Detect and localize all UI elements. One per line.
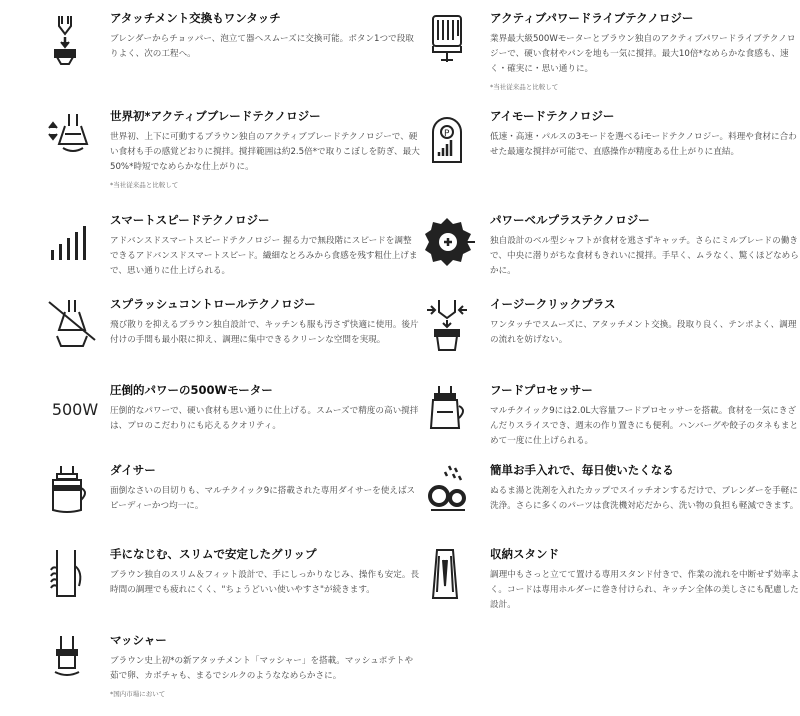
feature-description: 調理中もさっと立てて置ける専用スタンド付きで、作業の流れを中断せず効率よく。コードは専用ホルダーに巻き付けられ、キッチン全体の美しさにも配慮した設計。 bbox=[490, 570, 800, 610]
feature-title: 簡単お手入れで、毎日使いたくなる bbox=[490, 463, 674, 477]
feature-description: ワンタッチでスムーズに、アタッチメント交換。段取り良く、テンポよく、調理の流れを妨げない。 bbox=[490, 320, 797, 345]
speed-bars-icon bbox=[45, 212, 105, 272]
feature-footnote: *国内市場において bbox=[110, 690, 166, 698]
attachment-icon bbox=[45, 10, 105, 70]
feature-title: アクティブパワードライブテクノロジー bbox=[490, 11, 694, 25]
feature-title: 手になじむ、スリムで安定したグリップ bbox=[110, 547, 317, 561]
grip-icon bbox=[45, 546, 105, 606]
splash-control-icon bbox=[45, 296, 105, 356]
feature-footnote: *当社従来品と比較して bbox=[490, 83, 559, 91]
dicer-icon bbox=[45, 462, 105, 522]
svg-text:P: P bbox=[444, 129, 450, 139]
feature-description: ブラウン史上初*の新アタッチメント「マッシャー」を搭載。マッシュポテトや茹で卵、カボチャも、まるでシルクのようななめらかさに。 bbox=[110, 656, 414, 681]
active-blade-icon bbox=[45, 108, 105, 168]
feature-description: 世界初、上下に可動するブラウン独自のアクティブブレードテクノロジーで、硬い食材も手の感覚どおりに撹拌。撹拌範囲は約2.5倍*で取りこぼしを防ぎ、最大50%*時短でなめらかな仕上がりに。 bbox=[110, 132, 420, 172]
feature-title: 収納スタンド bbox=[490, 547, 559, 561]
motor-500w-icon bbox=[45, 382, 105, 442]
feature-title: マッシャー bbox=[110, 633, 167, 647]
feature-footnote: *当社従来品と比較して bbox=[110, 181, 179, 189]
feature-title: 圧倒的パワーの500Wモーター bbox=[110, 383, 273, 397]
feature-description: 圧倒的なパワーで、硬い食材も思い通りに仕上げる。スムーズで精度の高い撹拌は、プロのこだわりにも応えるクオリティ。 bbox=[110, 406, 419, 431]
feature-title: 世界初*アクティブブレードテクノロジー bbox=[110, 109, 321, 123]
motor-500w-label: 500W bbox=[51, 400, 99, 419]
feature-description: 低速・高速・パルスの3モードを選べるiモードテクノロジー。料理や食材に合わせた最適な撹拌が可能で、直感操作が精度ある仕上がりに直結。 bbox=[490, 132, 797, 157]
imode-icon bbox=[425, 108, 485, 168]
feature-title: スプラッシュコントロールテクノロジー bbox=[110, 297, 316, 311]
feature-title: ダイサー bbox=[110, 463, 156, 477]
storage-stand-icon bbox=[425, 546, 485, 606]
feature-description: ぬるま湯と洗剤を入れたカップでスイッチオンするだけで、ブレンダーを手軽に洗浄。さらに多くのパーツは食洗機対応だから、洗い物の負担も軽減できます。 bbox=[490, 486, 799, 511]
easy-clean-icon bbox=[425, 462, 485, 522]
food-processor-icon bbox=[425, 382, 485, 442]
feature-title: スマートスピードテクノロジー bbox=[110, 213, 270, 227]
powerbell-icon bbox=[425, 212, 485, 272]
feature-description: ブラウン独自のスリム＆フィット設計で、手にしっかりなじみ、操作も安定。長時間の調理でも疲れにくく、"ちょうどいい使いやすさ"が続きます。 bbox=[110, 570, 420, 595]
easy-click-icon bbox=[425, 296, 485, 356]
feature-title: イージークリックプラス bbox=[490, 297, 616, 311]
feature-description: アドバンスドスマートスピードテクノロジー 握る力で無段階にスピードを調整できるアドバンスドスマートスピード。繊細なとろみから食感を残す粗仕上げまで、思い通りに仕上げられる。 bbox=[110, 236, 418, 276]
feature-description: 独自設計のベル型シャフトが食材を逃さずキャッチ。さらにミルブレードの働きで、中央に潜りがちな食材もきれいに撹拌。手早く、ムラなく、驚くほどなめらかに。 bbox=[490, 236, 799, 276]
masher-icon bbox=[45, 632, 105, 692]
feature-description: マルチクイック9には2.0L大容量フードプロセッサーを搭載。食材を一気にきざんだりスライスでき、週末の作り置きにも便利。ハンバーグや餃子のタネもまとめて一度に仕上げられる。 bbox=[490, 406, 799, 446]
feature-description: ブレンダーからチョッパー、泡立て器へスムーズに交換可能。ボタン1つで段取りよく、次の工程へ。 bbox=[110, 34, 414, 59]
feature-title: アタッチメント交換もワンタッチ bbox=[110, 11, 281, 25]
feature-title: アイモードテクノロジー bbox=[490, 109, 615, 123]
feature-title: パワーベルプラステクノロジー bbox=[490, 213, 650, 227]
feature-description: 飛び散りを抑えるブラウン独自設計で、キッチンも服も汚さず快適に使用。後片付けの手間も最小限に抑え、調理に集中できるクリーンな空間を実現。 bbox=[110, 320, 419, 345]
feature-description: 面倒なさいの目切りも、マルチクイック9に搭載された専用ダイサーを使えばスピーディーかつ均一に。 bbox=[110, 486, 416, 511]
feature-description: 業界最大級500Wモーターとブラウン独自のアクティブパワードライブテクノロジーで、硬い食材やパンを地も一気に撹拌。最大10倍*なめらかな食感も、速く・確実に・思い通りに。 bbox=[490, 34, 796, 74]
power-drive-icon bbox=[425, 10, 485, 70]
feature-title: フードプロセッサー bbox=[490, 383, 593, 397]
